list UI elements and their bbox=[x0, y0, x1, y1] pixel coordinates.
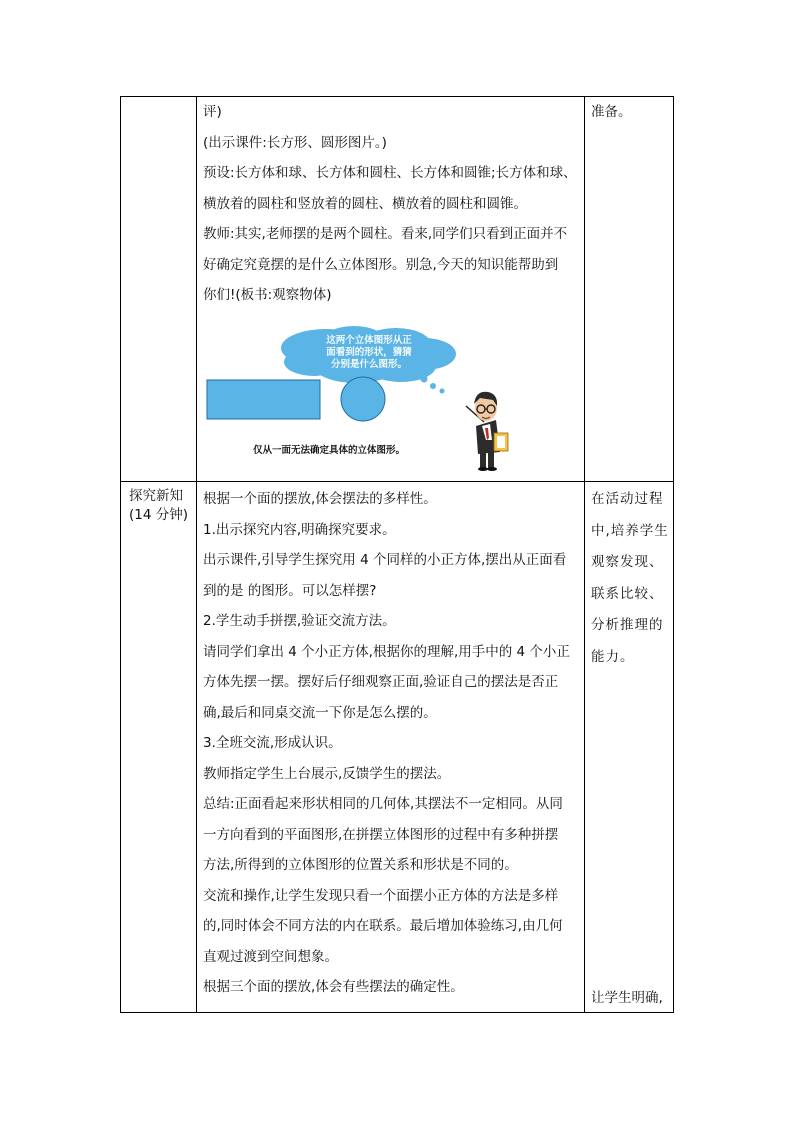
teacher-icon bbox=[466, 392, 508, 471]
row1-content bbox=[203, 97, 585, 311]
rectangle-shape bbox=[207, 380, 320, 419]
row2-note-line: 联系比较、 bbox=[591, 585, 664, 602]
row2-line: 方法,所得到的立体图形的位置关系和形状是不同的。 bbox=[203, 857, 518, 873]
row2-line: 一方向看到的平面图形,在拼摆立体图形的过程中有多种拼摆 bbox=[203, 826, 559, 843]
row-divider bbox=[121, 481, 673, 482]
row2-line: 方体先摆一摆。摆好后仔细观察正面,验证自己的摆法是否正 bbox=[203, 674, 559, 690]
row2-line: 3.全班交流,形成认识。 bbox=[203, 735, 342, 751]
row2-phase bbox=[129, 487, 199, 525]
row1-line: 评) bbox=[203, 104, 222, 120]
illustration-caption: 仅从一面无法确定具体的立体图形。 bbox=[253, 445, 406, 456]
cloud-line: 面看到的形状，猜猜 bbox=[326, 347, 412, 358]
row1-line: 好确定究竟摆的是什么立体图形。别急,今天的知识能帮助到 bbox=[203, 256, 559, 273]
circle-shape bbox=[341, 377, 385, 421]
row2-note-line: 中,培养学生 bbox=[591, 522, 669, 539]
row2-line: 根据三个面的摆放,体会有些摆法的确定性。 bbox=[203, 979, 464, 995]
row2-content bbox=[203, 484, 585, 1003]
row1-line: 横放着的圆柱和竖放着的圆柱、横放着的圆柱和圆锥。 bbox=[203, 195, 527, 212]
row2-line: 1.出示探究内容,明确探究要求。 bbox=[203, 521, 396, 538]
row1-note bbox=[591, 97, 671, 128]
row2-line: 请同学们拿出 4 个小正方体,根据你的理解,用手中的 4 个小正 bbox=[203, 643, 570, 660]
row1-note-line: 准备。 bbox=[591, 104, 632, 120]
phase-duration: (14 分钟) bbox=[129, 507, 189, 523]
row2-line: 教师指定学生上台展示,反馈学生的摆法。 bbox=[203, 765, 451, 782]
phase-title: 探究新知 bbox=[129, 488, 183, 504]
row1-line: 教师:其实,老师摆的是两个圆柱。看来,同学们只看到正面并不 bbox=[203, 226, 568, 242]
row2-note-line: 能力。 bbox=[591, 648, 635, 665]
cloud-line: 这两个立体图形从正 bbox=[326, 335, 412, 346]
row2-note bbox=[591, 484, 671, 673]
row2-line: 总结:正面看起来形状相同的几何体,其摆法不一定相同。从同 bbox=[203, 796, 563, 812]
lesson-table bbox=[120, 96, 674, 1013]
row2-note-bottom bbox=[591, 983, 671, 1014]
row2-note-line: 观察发现、 bbox=[591, 554, 664, 570]
row2-line: 2.学生动手拼摆,验证交流方法。 bbox=[203, 613, 396, 629]
row2-note-line: 在活动过程 bbox=[591, 491, 664, 507]
row2-line: 根据一个面的摆放,体会摆法的多样性。 bbox=[203, 491, 437, 507]
row2-line: 的,同时体会不同方法的内在联系。最后增加体验练习,由几何 bbox=[203, 918, 563, 934]
cloud-line: 分别是什么图形。 bbox=[330, 359, 408, 370]
row2-note-last: 让学生明确, bbox=[591, 990, 663, 1006]
lesson-illustration bbox=[196, 322, 582, 472]
row1-line: 你们!(板书:观察物体) bbox=[203, 287, 332, 303]
row2-line: 交流和操作,让学生发现只看一个面摆小正方体的方法是多样 bbox=[203, 887, 559, 904]
row2-line: 出示课件,引导学生探究用 4 个同样的小正方体,摆出从正面看 bbox=[203, 552, 567, 568]
column-divider bbox=[196, 97, 197, 1012]
row2-line: 确,最后和同桌交流一下你是怎么摆的。 bbox=[203, 704, 437, 721]
row2-line: 直观过渡到空间想象。 bbox=[203, 948, 338, 965]
row2-line: 到的是 的图形。可以怎样摆? bbox=[203, 582, 377, 599]
row1-line: 预设:长方体和球、长方体和圆柱、长方体和圆锥;长方体和球、 bbox=[203, 165, 577, 181]
row2-note-line: 分析推理的 bbox=[591, 617, 664, 633]
row1-line: (出示课件:长方形、圆形图片。) bbox=[203, 134, 387, 151]
